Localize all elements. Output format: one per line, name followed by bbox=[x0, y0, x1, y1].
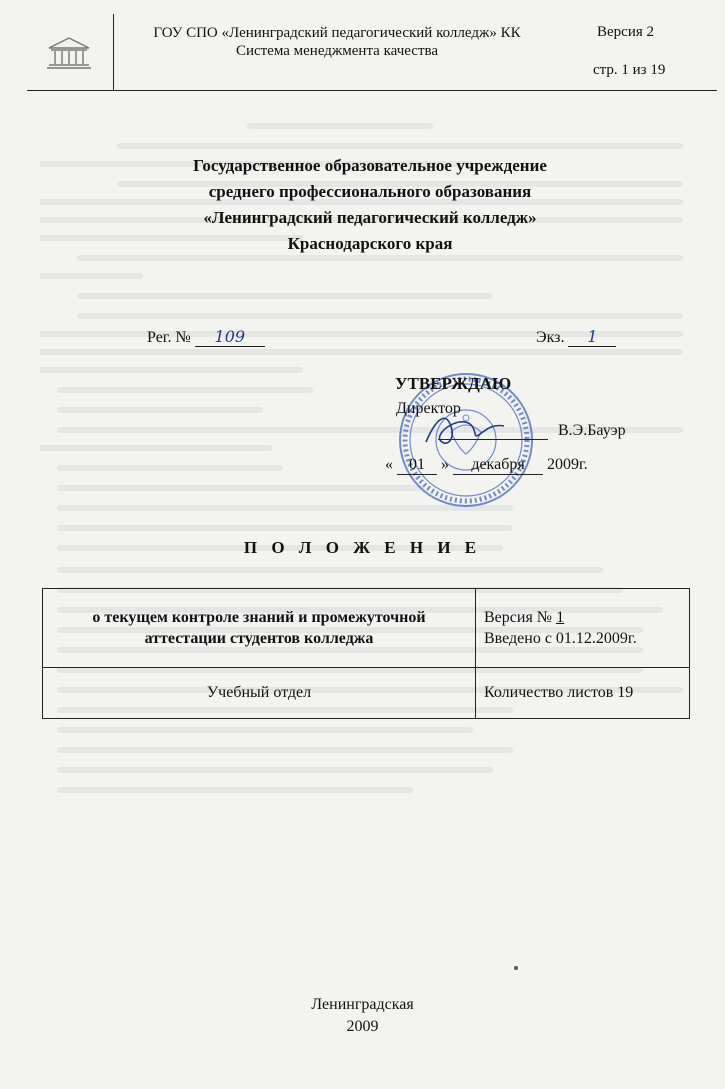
ink-dot bbox=[514, 966, 518, 970]
document-subject-cell bbox=[43, 589, 476, 668]
footer-city: Ленинградская bbox=[311, 996, 414, 1013]
version-value: 1 bbox=[556, 609, 565, 626]
date-year: 2009г. bbox=[547, 456, 588, 473]
version-line bbox=[484, 607, 681, 628]
registration-number bbox=[147, 327, 265, 347]
department-cell: Учебный отдел bbox=[43, 668, 476, 719]
reg-label: Рег. № bbox=[147, 329, 191, 346]
reg-number-value: 109 bbox=[195, 327, 265, 347]
document-header bbox=[27, 14, 717, 91]
institution-line-4: Краснодарского края bbox=[287, 234, 453, 253]
date-quote-close: » bbox=[441, 456, 449, 473]
institution-line-1: Государственное образовательное учреждение bbox=[193, 156, 547, 175]
header-version: Версия 2 bbox=[597, 24, 654, 40]
approval-heading: УТВЕРЖДАЮ bbox=[395, 374, 512, 393]
handwritten-signature-icon bbox=[418, 404, 508, 454]
copy-number bbox=[536, 327, 616, 347]
college-building-logo-icon bbox=[45, 34, 93, 70]
organization-name: ГОУ СПО «Ленинградский педагогический колледж» КК bbox=[153, 25, 521, 41]
page-counter: стр. 1 из 19 bbox=[593, 62, 666, 78]
institution-line-3: «Ленинградский педагогический колледж» bbox=[203, 208, 537, 227]
table-row bbox=[43, 668, 690, 719]
approval-date bbox=[385, 456, 588, 475]
date-month: декабря bbox=[453, 456, 543, 475]
header-organization bbox=[127, 24, 547, 60]
institution-title bbox=[100, 153, 640, 257]
version-cell bbox=[476, 589, 690, 668]
document-footer bbox=[0, 994, 725, 1038]
approver-name: В.Э.Бауэр bbox=[558, 422, 626, 439]
approver-position: Директор bbox=[396, 400, 461, 417]
copy-number-value: 1 bbox=[568, 327, 616, 347]
version-label: Версия № bbox=[484, 609, 553, 626]
document-subject-line-1: о текущем контроле знаний и промежуточной bbox=[92, 609, 426, 626]
document-type-heading: П О Л О Ж Е Н И Е bbox=[243, 538, 482, 557]
logo-cell bbox=[27, 14, 114, 90]
quality-system-name: Система менеджмента качества bbox=[235, 43, 439, 59]
copy-label: Экз. bbox=[536, 329, 565, 346]
introduced-date: Введено с 01.12.2009г. bbox=[484, 630, 637, 647]
date-quote-open: « bbox=[385, 456, 393, 473]
document-info-table bbox=[42, 588, 690, 719]
date-day: 01 bbox=[397, 456, 437, 475]
institution-line-2: среднего профессионального образования bbox=[208, 182, 532, 201]
table-row bbox=[43, 589, 690, 668]
footer-year: 2009 bbox=[346, 1018, 379, 1035]
document-subject-line-2: аттестации студентов колледжа bbox=[144, 630, 374, 647]
sheets-count-cell: Количество листов 19 bbox=[476, 668, 690, 719]
